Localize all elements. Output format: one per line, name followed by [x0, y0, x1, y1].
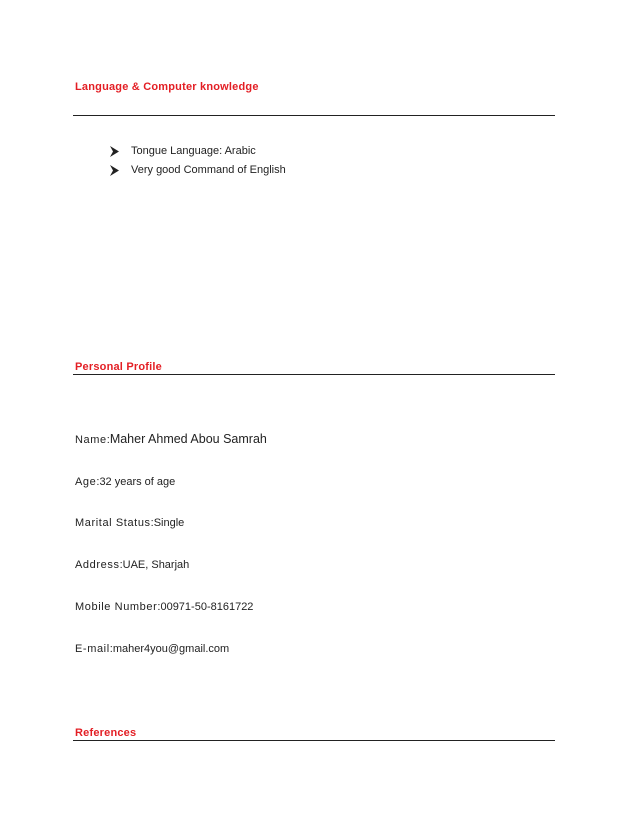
field-separator: :: [150, 517, 154, 529]
field-separator: :: [157, 601, 161, 613]
field-label: E-mail: [75, 643, 110, 655]
field-label: Name: [75, 434, 107, 446]
profile-field-marital-status: [75, 517, 184, 529]
field-separator: :: [119, 559, 123, 571]
profile-field-email: [75, 643, 229, 655]
field-separator: :: [106, 434, 110, 446]
arrowhead-bullet-icon: [110, 146, 119, 157]
list-item-language: [110, 145, 256, 157]
section-divider-language: [73, 115, 555, 116]
field-value: Single: [153, 517, 185, 529]
list-item-language: [110, 164, 286, 176]
field-label: Mobile Number: [75, 601, 158, 613]
section-heading-language: Language & Computer knowledge: [75, 81, 259, 93]
section-heading-personal-profile: Personal Profile: [75, 361, 162, 373]
section-divider-personal-profile: [73, 374, 555, 375]
field-label: Address: [75, 559, 120, 571]
profile-field-mobile-number: [75, 601, 253, 613]
field-value: maher4you@gmail.com: [112, 643, 230, 655]
section-divider-references: [73, 740, 555, 741]
field-separator: :: [109, 643, 113, 655]
profile-field-age: [75, 476, 175, 488]
field-value: UAE, Sharjah: [122, 559, 190, 571]
list-item-text: Tongue Language: Arabic: [131, 145, 256, 157]
field-label: Age: [75, 476, 97, 488]
field-value: 00971-50-8161722: [160, 601, 254, 613]
section-heading-references: References: [75, 727, 137, 739]
field-value: 32 years of age: [99, 476, 176, 488]
arrowhead-bullet-icon: [110, 165, 119, 176]
profile-field-name: [75, 432, 267, 446]
profile-field-address: [75, 559, 189, 571]
field-separator: :: [96, 476, 100, 488]
list-item-text: Very good Command of English: [131, 164, 286, 176]
field-label: Marital Status: [75, 517, 151, 529]
field-value: Maher Ahmed Abou Samrah: [109, 432, 267, 446]
